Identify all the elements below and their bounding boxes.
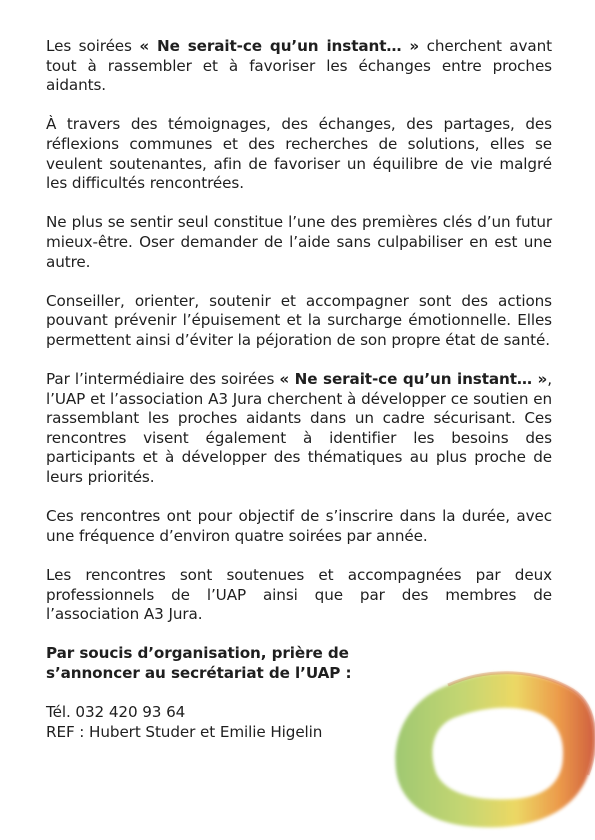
uap-text-start: Par l’intermédiaire des soirées [46,370,280,389]
paragraph-frequency: Ces rencontres ont pour objectif de s’inscrire dans la durée, avec une fréquence d’environ quatre soirées par année. [46,507,552,545]
reference-contacts: REF : Hubert Studer et Emilie Higelin [46,722,323,741]
uap-text-end: , l’UAP et l’association A3 Jura cherchent à développer ce soutien en rassemblant les proches aidants dans un cadre sécurisant. Ces rencontres visent également à identifier les besoins des participants et à développer des thématiques au plus proche de leurs priorités. [46,370,552,487]
contact-info [46,703,376,742]
document-body [46,37,552,742]
paragraph-intro [46,37,552,96]
paragraph-advice: Conseiller, orienter, soutenir et accompagner sont des actions pouvant prévenir l’épuisement et la surcharge émotionnelle. Elles permettent ainsi d’éviter la péjoration de son propre état de santé. [46,291,552,349]
intro-text-start: Les soirées [46,37,140,55]
phone-number: Tél. 032 420 93 64 [46,703,186,722]
registration-notice: Par soucis d’organisation, prière de s’annoncer au secrétariat de l’UAP : [46,644,352,682]
intro-text-end: cherchent avant tout à rassembler et à favoriser les échanges entre proches aidants. [46,37,552,95]
paragraph-support: Les rencontres sont soutenues et accompagnées par deux professionnels de l’UAP ainsi que par des membres de l’association A3 Jura. [46,566,552,624]
paragraph-not-alone: Ne plus se sentir seul constitue l’une des premières clés d’un futur mieux-être. Oser demander de l’aide sans culpabiliser en est une autre. [46,213,552,271]
event-name: « Ne serait-ce qu’un instant… » [139,37,420,55]
watercolor-ring-icon [378,655,595,840]
event-name-2: « Ne serait-ce qu’un instant… » [279,370,548,389]
paragraph-testimonies: À travers des témoignages, des échanges, des partages, des réflexions communes et des recherches de solutions, elles se veulent soutenantes, afin de favoriser un équilibre de vie malgré les difficultés rencontrées. [46,115,552,193]
paragraph-uap-a3 [46,370,552,488]
